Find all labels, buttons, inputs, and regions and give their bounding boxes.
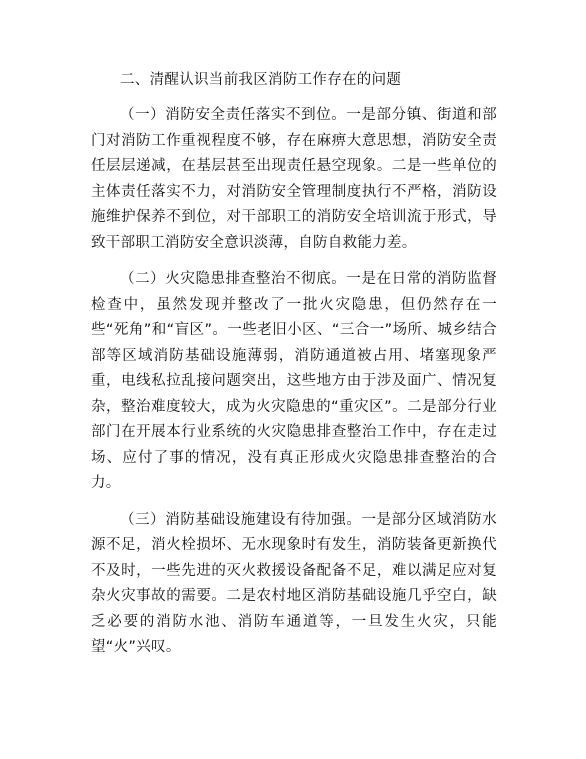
section-heading: 二、清醒认识当前我区消防工作存在的问题: [120, 72, 402, 88]
document-body: [91, 66, 497, 672]
paragraph-text: 一是在日常的消防监督检查中，虽然发现并整改了一批火灾隐患，但仍然存在一些“死角”和“盲区”。一些老旧小区、“三合一”场所、城乡结合部等区域消防基础设施薄弱，消防通道被占用、堵塞现象严重，电线私拉乱接问题突出，这些地方由于涉及面广、情况复杂，整治难度较大，成为火灾隐患的“重灾区”。二是部分行业部门在开展本行业系统的火灾隐患排查整治工作中，存在走过场、应付了事的情况，没有真正形成火灾隐患排查整治的合力。: [91, 271, 497, 491]
paragraph-hazard-inspection: [91, 267, 497, 497]
paragraph-lead: （三）消防基础设施建设有待加强。: [120, 511, 362, 528]
paragraph-text: 一是部分镇、街道和部门对消防工作重视程度不够，存在麻痹大意思想，消防安全责任层层递减，在基层甚至出现责任悬空现象。二是一些单位的主体责任落实不力，对消防安全管理制度执行不严格，消防设施维护保养不到位，对干部职工的消防安全培训流于形式，导致干部职工消防安全意识淡薄，自防自救能力差。: [91, 107, 497, 251]
paragraph-infrastructure: [91, 508, 497, 661]
paragraph-lead: （一）消防安全责任落实不到位。: [120, 107, 347, 123]
paragraph-responsibility: [91, 103, 497, 256]
paragraph-text: 一是部分区域消防水源不足，消火栓损坏、无水现象时有发生，消防装备更新换代不及时，一些先进的灭火救援设备配备不足，难以满足应对复杂火灾事故的需要。二是农村地区消防基础设施几乎空白，缺乏必要的消防水池、消防车通道等，一旦发生火灾，只能望“火”兴叹。: [91, 511, 497, 655]
paragraph-lead: （二）火灾隐患排查整治不彻底。: [120, 271, 347, 287]
